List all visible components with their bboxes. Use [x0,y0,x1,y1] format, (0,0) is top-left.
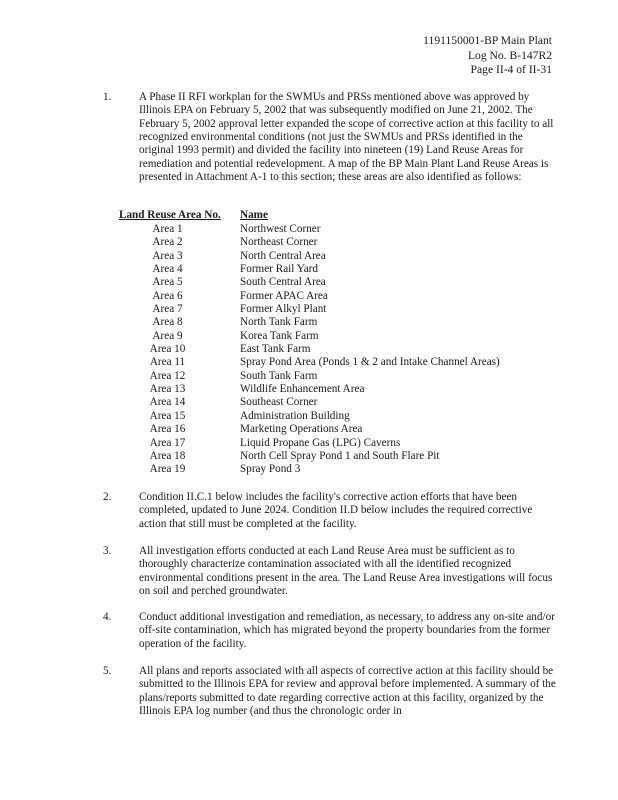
area-name-cell: Korea Tank Farm [240,329,319,342]
list-item-1 [103,91,558,184]
area-number-cell: Area 3 [152,249,183,262]
area-number-cell: Area 1 [152,223,183,235]
area-number-cell: Area 18 [149,449,186,462]
area-name-cell: North Cell Spray Pond 1 and South Flare Pit [240,449,440,462]
area-name-cell: North Central Area [240,249,326,262]
area-number-cell: Area 14 [149,396,186,409]
area-name-cell: South Tank Farm [240,369,318,382]
area-number-cell: Area 16 [149,423,186,436]
area-number-cell: Area 12 [149,369,186,382]
list-item-text: Conduct additional investigation and remediation, as necessary, to address any on-site and/or off-site contamination, which has migrated beyond the property boundaries from the former operation of the facility. [139,611,555,650]
column-header-name: Name [240,209,268,221]
area-name-cell: Northeast Corner [240,236,318,249]
area-name-cell: Former APAC Area [240,289,328,302]
header-facility-id: 1191150001-BP Main Plant [423,34,552,47]
area-number-cell: Area 6 [152,289,183,302]
page-header [423,34,552,78]
area-number-cell: Area 11 [149,356,186,369]
area-name-cell: Wildlife Enhancement Area [240,383,365,396]
list-item-text: All investigation efforts conducted at each Land Reuse Area must be sufficient as to thoroughly characterize contamination associated with all the identified recognized environmental conditions present in the area. The Land Reuse Area investigations will focus on soil and perched groundwater. [139,545,553,598]
area-number-cell: Area 15 [149,409,186,422]
header-page-number: Page II-4 of II-31 [470,63,552,76]
area-name-cell: Northwest Corner [240,223,321,235]
list-item-number: 2. [103,491,112,503]
area-name-cell: East Tank Farm [240,343,311,356]
list-item-text: Condition II.C.1 below includes the facility's corrective action efforts that have been completed, updated to June 2024. Condition II.D below includes the required corrective action that still must be completed at the facility. [139,491,533,530]
area-name-cell: Former Rail Yard [240,263,318,276]
list-item-number: 3. [103,545,112,557]
list-item-2 [103,491,558,531]
list-item-text: A Phase II RFI workplan for the SWMUs and PRSs mentioned above was approved by Illinois EPA on February 5, 2002 that was subsequently modified on June 21, 2002. The February 5, 2002 approval letter expanded the scope of corrective action at this facility to all recognized environmental conditions (not just the SWMUs and PRSs identified in the original 1993 permit) and divided the facility into nineteen (19) Land Reuse Areas for remediation and potential redevelopment. A map of the BP Main Plant Land Reuse Areas is presented in Attachment A-1 to this section; these areas are also identified as follows: [139,91,554,184]
header-log-number: Log No. B-147R2 [467,48,552,62]
list-item-number: 4. [103,611,112,623]
area-number-cell: Area 8 [152,316,183,329]
area-name-cell: North Tank Farm [240,316,318,329]
area-number-cell: Area 19 [149,463,186,476]
list-item-text: All plans and reports associated with all aspects of corrective action at this facility should be submitted to the Illinois EPA for review and approval before implemented. A summary of the plans/reports submitted to date regarding corrective action at this facility, organized by the Illinois EPA log number (and thus the chronologic order in [139,665,556,718]
list-item-number: 5. [103,665,112,677]
area-number-cell: Area 7 [152,303,183,316]
area-name-cell: Administration Building [240,409,350,422]
area-number-cell: Area 17 [149,436,186,449]
area-name-cell: South Central Area [240,276,326,289]
area-name-cell: Southeast Corner [240,396,318,409]
area-name-cell: Marketing Operations Area [240,423,363,436]
list-item-number: 1. [103,91,112,103]
area-number-cell: Area 5 [152,276,183,289]
area-number-cell: Area 10 [149,343,186,356]
area-number-cell: Area 2 [152,236,183,249]
list-item-3 [103,545,558,598]
column-header-area-no: Land Reuse Area No. [119,209,221,221]
area-name-cell: Spray Pond Area (Ponds 1 & 2 and Intake Channel Areas) [240,356,500,369]
area-number-cell: Area 13 [149,383,186,396]
area-name-cell: Liquid Propane Gas (LPG) Caverns [240,436,401,449]
area-name-cell: Former Alkyl Plant [240,303,327,316]
list-item-5 [103,665,558,718]
area-number-cell: Area 4 [152,263,183,276]
area-name-cell: Spray Pond 3 [240,463,301,476]
area-number-cell: Area 9 [152,329,183,342]
list-item-4 [103,611,558,651]
